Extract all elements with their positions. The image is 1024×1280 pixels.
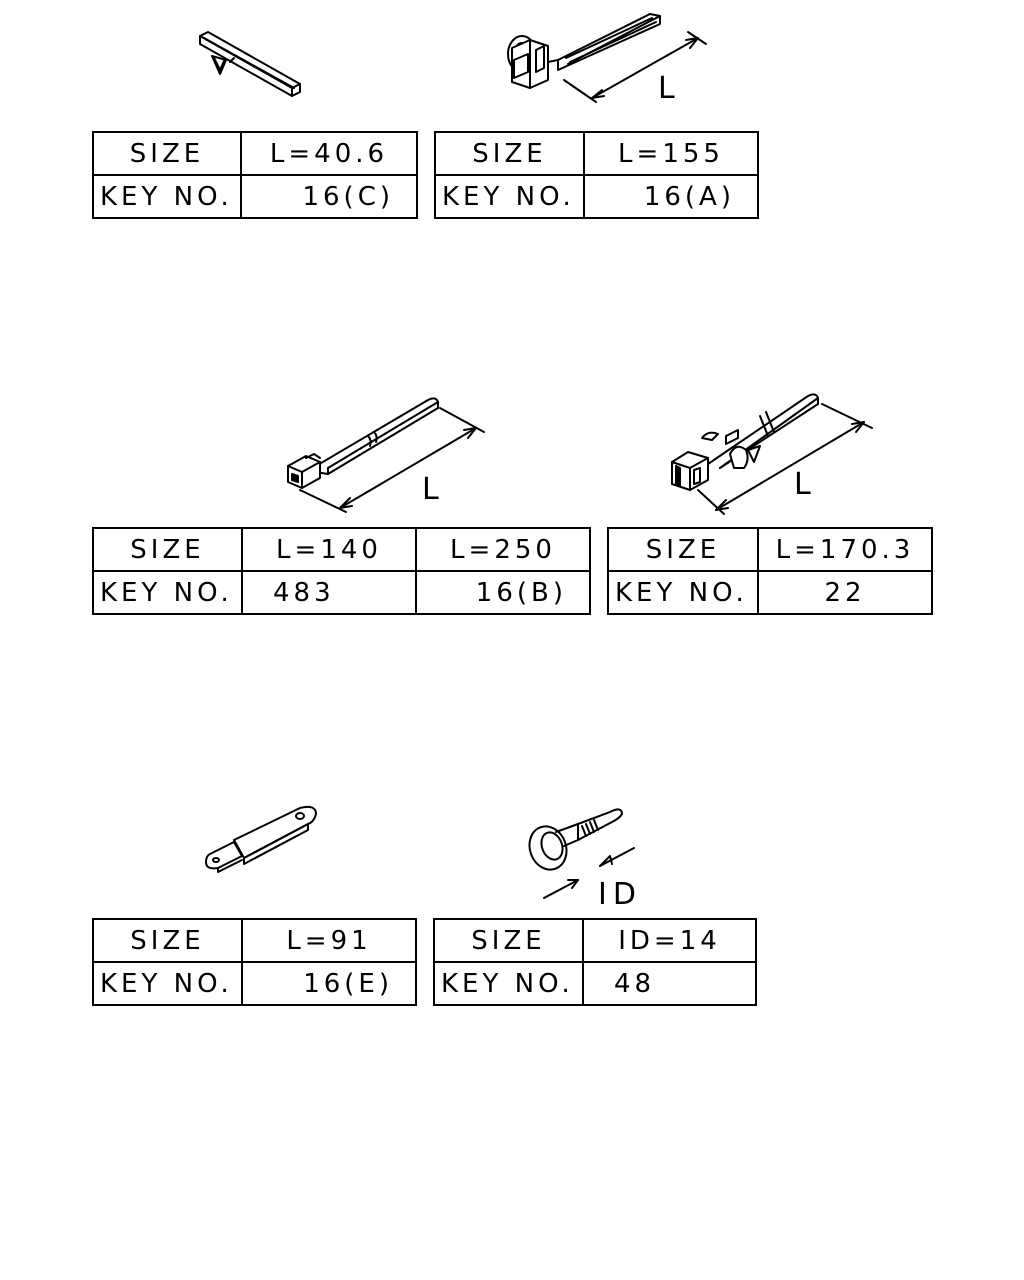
dimension-L-label: L [422,472,441,507]
tie-strap-drawing [280,392,495,517]
size-value: L=91 [242,919,416,962]
key-no-header: KEY NO. [93,571,242,614]
key-no-value: 16(C) [241,175,417,218]
key-no-value-1: 483 [242,571,416,614]
spec-table-clip-bar [92,131,418,219]
size-value: L=170.3 [758,528,932,571]
size-header: SIZE [608,528,758,571]
key-no-value: 22 [758,571,932,614]
size-header: SIZE [93,528,242,571]
dimension-L-label: L [658,71,677,106]
key-no-header: KEY NO. [434,962,583,1005]
size-value: L=155 [584,132,758,175]
key-no-value-2: 16(B) [416,571,590,614]
size-header: SIZE [93,919,242,962]
size-value: L=40.6 [241,132,417,175]
spec-table-mount-tie-strap [607,527,933,615]
strap-clamp-drawing [500,10,720,110]
dimension-ID-label: ID [598,877,642,912]
size-header: SIZE [434,919,583,962]
size-value-2: L=250 [416,528,590,571]
mount-tie-strap-drawing [664,388,879,518]
key-no-header: KEY NO. [608,571,758,614]
flat-bracket-drawing [196,800,326,880]
key-no-header: KEY NO. [93,175,241,218]
spec-table-tie-strap [92,527,591,615]
key-no-header: KEY NO. [93,962,242,1005]
key-no-header: KEY NO. [435,175,584,218]
dimension-L-label: L [794,467,813,502]
size-header: SIZE [435,132,584,175]
spec-table-flat-bracket [92,918,417,1006]
key-no-value: 16(E) [242,962,416,1005]
key-no-value: 48 [583,962,756,1005]
spec-table-strap-clamp [434,131,759,219]
clip-bar-drawing [190,28,310,108]
size-header: SIZE [93,132,241,175]
size-value-1: L=140 [242,528,416,571]
spec-table-loop-clamp [433,918,757,1006]
key-no-value: 16(A) [584,175,758,218]
size-value: ID=14 [583,919,756,962]
